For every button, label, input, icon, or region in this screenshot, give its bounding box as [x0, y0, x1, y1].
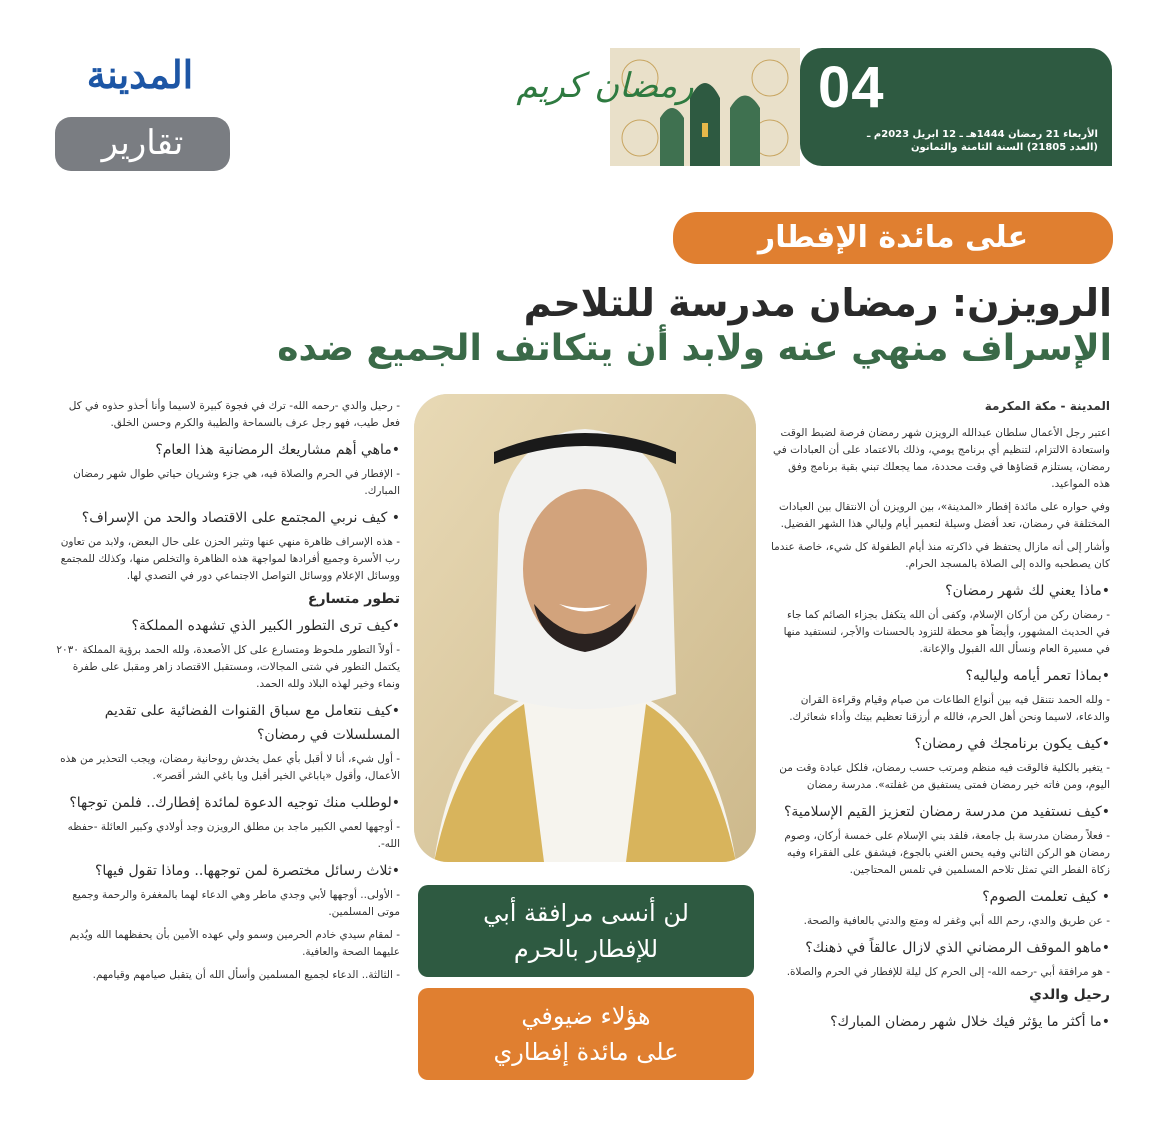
- article-column-right: [770, 398, 1110, 1038]
- answer: - عن طريق والدي، رحم الله أبي وغفر له ومتع والدتي بالعافية والصحة.: [803, 915, 1110, 927]
- intro-paragraph: اعتبر رجل الأعمال سلطان عبدالله الرويزن شهر رمضان فرصة لضبط الوقت واستعادة الالتزام، لتنظيم أي برنامج يومي، وذلك بالاعتماد على أن العبادات في رمضان، يستلزم قضاؤها في وقت محددة، مما يجعلك تبني بقية برنامج وفق هذه المواعيد.: [773, 427, 1110, 490]
- question: • كيف نربي المجتمع على الاقتصاد والحد من الإسراف؟: [81, 510, 400, 526]
- answer: - رحيل والدي -رحمه الله- ترك في فجوة كبيرة لاسيما وأنا أحذو حذوه في كل فعل طيب، فهو رجل عرف بالسماحة والطيبة والكرم وحسن الخلق.: [68, 400, 400, 429]
- question: •ماهو الموقف الرمضاني الذي لازال عالقاً في ذهنك؟: [805, 940, 1110, 956]
- source-line: المدينة - مكة المكرمة: [984, 399, 1110, 413]
- question: • كيف تعلمت الصوم؟: [982, 889, 1110, 905]
- headline: الرويزن: رمضان مدرسة للتلاحم: [523, 281, 1112, 325]
- dateline-line-1: الأربعاء 21 رمضان 1444هـ ـ 12 ابريل 2023م ـ: [867, 129, 1098, 140]
- pull-quote-line: لن أنسى مرافقة أبي: [483, 899, 689, 927]
- question: •ثلاث رسائل مختصرة لمن توجهها.. وماذا تقول فيها؟: [94, 863, 400, 879]
- question: •ما أكثر ما يؤثر فيك خلال شهر رمضان المبارك؟: [830, 1014, 1110, 1030]
- answer: - أوجهها لعمي الكبير ماجد بن مطلق الرويزن وجد أولادي وكبير العائلة -حفظه الله-.: [67, 821, 400, 850]
- dateline: [808, 128, 1098, 154]
- pull-quote-line: على مائدة إفطاري: [493, 1038, 679, 1066]
- subheading: تطور متسارع: [307, 591, 400, 607]
- answer: - هو مرافقة أبي -رحمه الله- إلى الحرم كل ليلة للإفطار في الحرم والصلاة.: [786, 966, 1110, 978]
- question: •كيف ترى التطور الكبير الذي تشهده المملكة؟: [131, 618, 400, 634]
- question: •لوطلب منك توجيه الدعوة لمائدة إفطارك.. فلمن توجها؟: [69, 795, 400, 811]
- answer: - الأولى.. أوجهها لأبي وجدي ماطر وهي الدعاء لهما بالمغفرة والرحمة وجميع موتى المسلمين.: [72, 889, 400, 918]
- section-label: تقارير: [55, 117, 230, 171]
- subheadline: الإسراف منهي عنه ولابد أن يتكاتف الجميع ضده: [277, 328, 1112, 369]
- question: •بماذا تعمر أيامه ولياليه؟: [965, 668, 1110, 684]
- question: •ماذا يعني لك شهر رمضان؟: [945, 583, 1110, 599]
- pull-quote-green: [418, 885, 754, 977]
- answer: - يتغير بالكلية فالوقت فيه منظم ومرتب حسب رمضان، فلكل عبادة وقت من اليوم، ومن فاته خير رمضان فمتى يستفيق من غفلته». مدرسة رمضان: [779, 762, 1110, 791]
- answer: - الإفطار في الحرم والصلاة فيه، هي جزء وشريان حياتي طوال شهر رمضان المبارك.: [73, 468, 400, 497]
- page-number: 04: [818, 55, 885, 120]
- pull-quote-line: للإفطار بالحرم: [513, 935, 659, 963]
- intro-paragraph: وأشار إلى أنه مازال يحتفظ في ذاكرته منذ أيام الطفولة كل شيء، خاصة عندما كان يصطحبه والده إلى الصلاة بالمسجد الحرام.: [770, 541, 1110, 570]
- answer: - أولاً التطور ملحوظ ومتسارع على كل الأصعدة، ولله الحمد برؤية المملكة ٢٠٣٠ يكتمل التطور في شتى المجالات، ومستقبل الاقتصاد زاهر ومقبل على طفرة ونماء وخير لهذه البلاد ولله الحمد.: [56, 644, 400, 690]
- pull-quote-line: هؤلاء ضيوفي: [521, 1002, 651, 1030]
- portrait-photo: [414, 394, 756, 862]
- newspaper-logo: المدينة: [86, 52, 194, 97]
- question: •ماهي أهم مشاريعك الرمضانية هذا العام؟: [155, 442, 400, 458]
- question: •كيف نتعامل مع سباق القنوات الفضائية على تقديم المسلسلات في رمضان؟: [104, 703, 400, 743]
- intro-paragraph: وفي حواره على مائدة إفطار «المدينة»، بين الرويزن أن الانتقال بين العبادات المختلفة في رمضان، تعد أفضل وسيلة لتعمير أيام وليالي هذا الشهر الفضيل.: [778, 501, 1110, 530]
- answer: - هذه الإسراف ظاهرة منهي عنها وتثير الحزن على حال البعض، ولابد من تعاون رب الأسرة وجميع أفرادها لمواجهة هذه الظاهرة والتخلص منها، وكذلك للمجتمع ووسائل الإعلام ووسائل التواصل الاجتماعي دور في التصدي لها.: [60, 536, 400, 582]
- answer: - فعلاً رمضان مدرسة بل جامعة، فلقد بني الإسلام على خمسة أركان، وصوم رمضان هو الركن الثاني وفيه يحس الغني بالجوع، فيشفق على الفقراء وفيه زكاة الفطر التي تمثل تلاحم المسلمين في تلمس المحتاجين.: [784, 830, 1110, 876]
- pull-quote-orange: [418, 988, 754, 1080]
- answer: - رمضان ركن من أركان الإسلام، وكفى أن الله يتكفل بجزاء الصائم كما جاء في الحديث المشهور، وأيضاً هو محطة للتزود بالحسنات والأجر، لنستفيد منها في مسيرة العام ونسأل الله القبول والإعانة.: [783, 609, 1110, 655]
- article-column-left: [55, 398, 400, 990]
- subheading: رحيل والدي: [1029, 987, 1110, 1003]
- answer: - الثالثة.. الدعاء لجميع المسلمين وأسأل الله أن يتقبل صيامهم وقيامهم.: [92, 969, 400, 981]
- page-header-box: [800, 48, 1112, 166]
- question: •كيف يكون برنامجك في رمضان؟: [914, 736, 1110, 752]
- portrait-image: [414, 394, 756, 862]
- answer: - لمقام سيدي خادم الحرمين وسمو ولي عهده الأمين بأن يحفظهما الله ويُديم عليهما الصحة والعافية.: [69, 929, 400, 958]
- section-banner: على مائدة الإفطار: [673, 212, 1113, 264]
- answer: - أول شيء، أنا لا أقبل بأي عمل يخدش روحانية رمضان، ويجب التحذير من هذه الأعمال، وأقول «ياباغي الخير أقبل ويا باغي الشر أقصر».: [60, 753, 400, 782]
- answer: - ولله الحمد نتنقل فيه بين أنواع الطاعات من صيام وقيام وقراءة القران والدعاء، لاسيما ونحن أهل الحرم، فالله م أرزقنا تعظيم بيتك وأداء شعائرك.: [789, 694, 1110, 723]
- ramadan-greeting: رمضان كريم: [516, 66, 694, 106]
- question: •كيف نستفيد من مدرسة رمضان لتعزيز القيم الإسلامية؟: [784, 804, 1110, 820]
- dateline-line-2: (العدد 21805) السنة الثامنة والثمانون: [911, 142, 1098, 153]
